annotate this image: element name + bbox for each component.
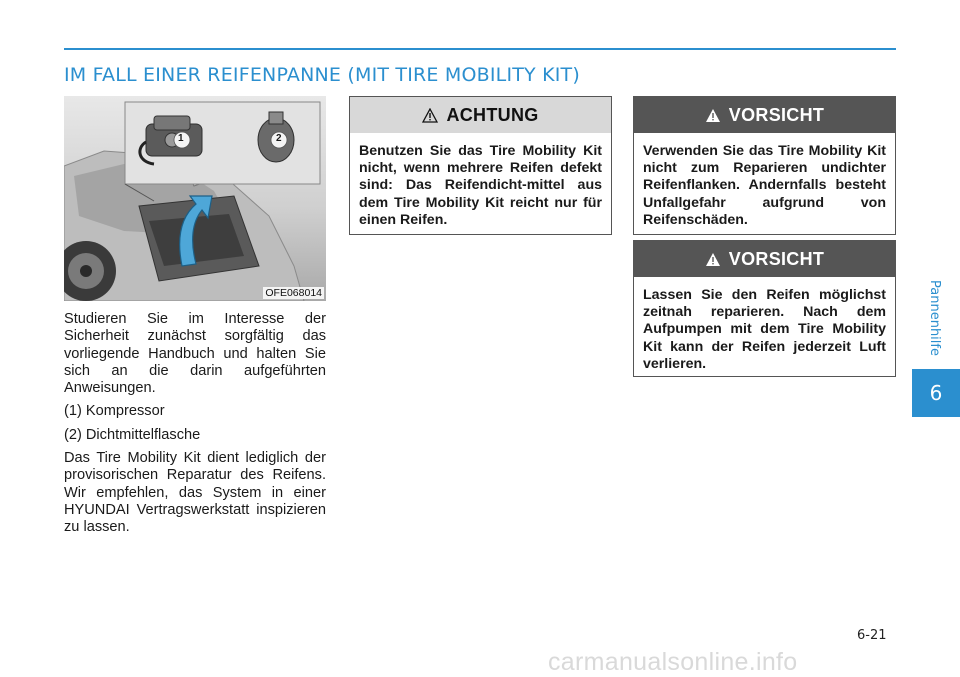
body-text bbox=[64, 311, 326, 543]
vorsicht-title-2: VORSICHT bbox=[728, 248, 825, 269]
tire-mobility-kit-illustration bbox=[64, 96, 326, 301]
car-trunk-drawing bbox=[64, 96, 326, 301]
achtung-header bbox=[350, 97, 611, 133]
achtung-box bbox=[349, 96, 612, 235]
vorsicht-header-1 bbox=[634, 97, 895, 133]
chapter-side-label: Pannenhilfe bbox=[927, 280, 942, 356]
vorsicht-box-1 bbox=[633, 96, 896, 235]
achtung-text: Benutzen Sie das Tire Mobility Kit nicht, wenn mehrere Reifen defekt sind: Das Reifendicht-mittel aus dem Tire Mobility Kit reicht nur für einen Reifen. bbox=[359, 143, 602, 228]
warning-triangle-icon bbox=[705, 108, 721, 123]
figure-code: OFE068014 bbox=[265, 287, 322, 299]
vorsicht-text-2: Lassen Sie den Reifen möglichst zeitnah reparieren. Nach dem Aufpumpen mit dem Tire Mobility Kit kann der Reifen jederzeit Luft verlieren. bbox=[643, 287, 886, 372]
top-rule bbox=[64, 48, 896, 50]
list-item-sealant-bottle: (2) Dichtmittelflasche bbox=[64, 426, 201, 443]
section-heading: IM FALL EINER REIFENPANNE (MIT TIRE MOBILITY KIT) bbox=[64, 64, 580, 86]
closing-paragraph: Das Tire Mobility Kit dient lediglich der provisorischen Reparatur des Reifens. Wir empfehlen, das System in einer HYUNDAI Vertragswerkstatt inspizieren zu lassen. bbox=[64, 450, 326, 536]
intro-paragraph: Studieren Sie im Interesse der Sicherheit zunächst sorgfältig das vorliegende Handbuch und halten Sie sich an die darin aufgeführten Anweisungen. bbox=[64, 311, 326, 397]
list-item-compressor: (1) Kompressor bbox=[64, 403, 165, 420]
warning-triangle-icon bbox=[705, 252, 721, 267]
vorsicht-title-1: VORSICHT bbox=[728, 104, 825, 125]
page-number: 6-21 bbox=[857, 628, 887, 643]
achtung-title: ACHTUNG bbox=[446, 104, 539, 125]
vorsicht-header-2 bbox=[634, 241, 895, 277]
vorsicht-text-1: Verwenden Sie das Tire Mobility Kit nicht zum Reparieren undichter Reifenflanken. Andernfalls besteht Unfallgefahr aufgrund von Reifenschäden. bbox=[643, 143, 886, 228]
watermark-bottom[interactable]: carmanualsonline.info bbox=[548, 648, 798, 676]
vorsicht-box-2 bbox=[633, 240, 896, 377]
warning-triangle-icon bbox=[422, 108, 438, 123]
callout-1-label: 1 bbox=[178, 133, 184, 144]
callout-2-label: 2 bbox=[276, 133, 282, 144]
chapter-tab: 6 bbox=[912, 369, 960, 417]
